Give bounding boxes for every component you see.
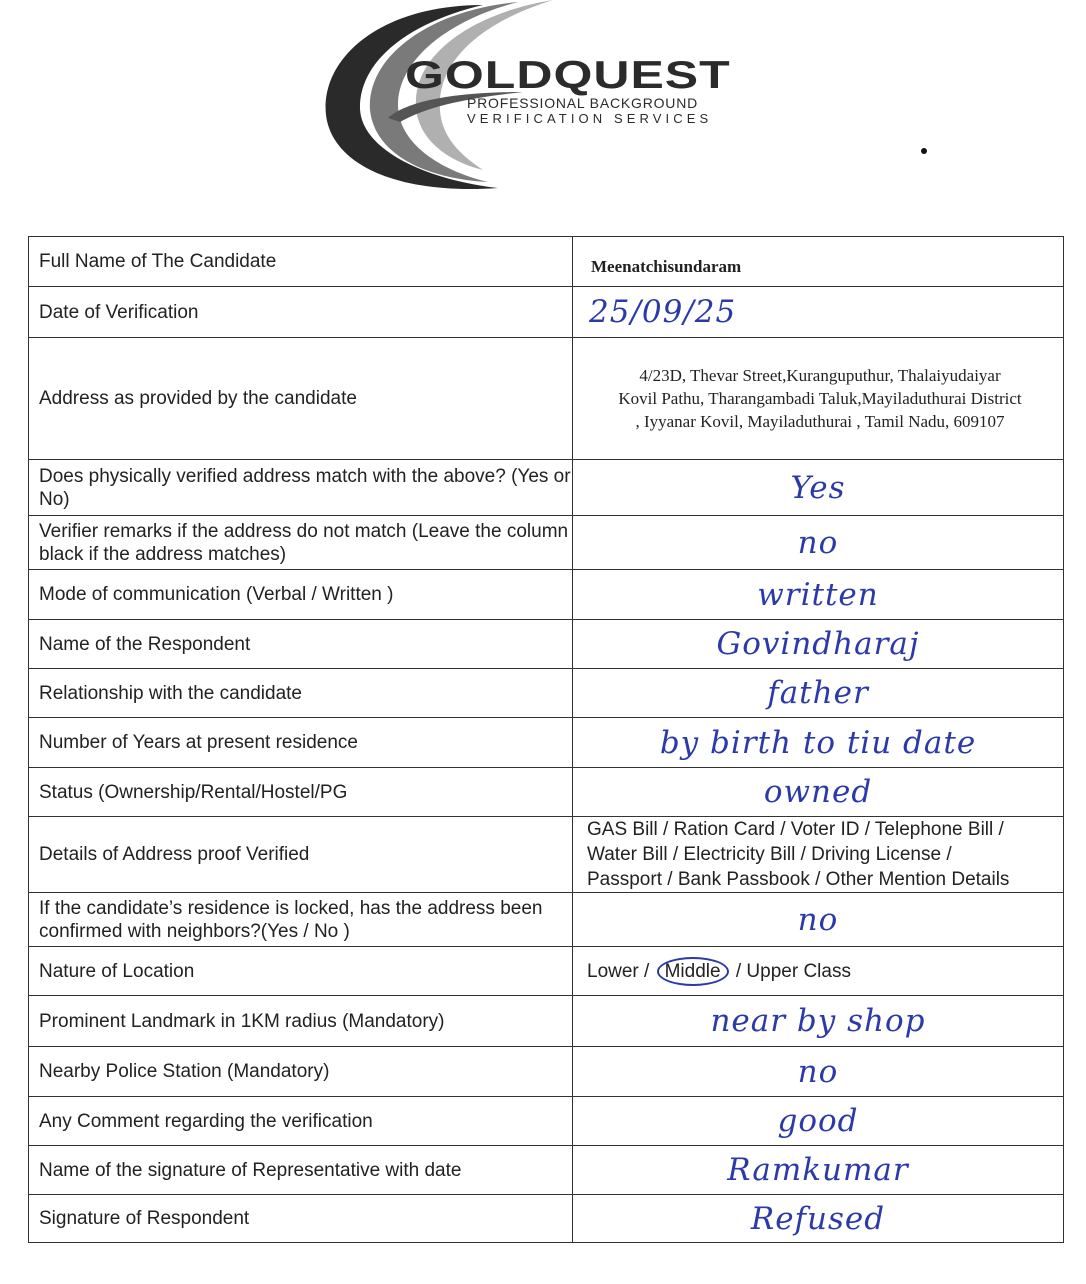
- form-row: [29, 1195, 1064, 1243]
- form-row: [29, 669, 1064, 718]
- row-value: [573, 1195, 1064, 1243]
- row-value: [573, 669, 1064, 718]
- neighbor-confirmation: no: [797, 901, 839, 938]
- form-row: [29, 570, 1064, 620]
- row-value: [573, 768, 1064, 817]
- row-label: Details of Address proof Verified: [29, 817, 573, 893]
- form-row: [29, 516, 1064, 570]
- respondent-name: Govindharaj: [716, 626, 920, 662]
- years-at-residence: by birth to tiu date: [659, 724, 977, 761]
- form-row: [29, 237, 1064, 287]
- row-label: Number of Years at present residence: [29, 718, 573, 768]
- row-value: [573, 817, 1064, 893]
- brand-tagline-1: PROFESSIONAL BACKGROUND: [467, 95, 699, 111]
- brand-tagline-2: VERIFICATION SERVICES: [467, 111, 713, 126]
- row-value: [573, 1146, 1064, 1195]
- form-row: [29, 460, 1064, 516]
- police-station: no: [797, 1053, 839, 1090]
- selected-option-circle: Middle: [657, 957, 729, 986]
- row-label: Mode of communication (Verbal / Written ): [29, 570, 573, 620]
- representative-signature: Ramkumar: [727, 1152, 909, 1188]
- form-row: [29, 947, 1064, 996]
- row-label: Any Comment regarding the verification: [29, 1097, 573, 1146]
- location-class-options: Lower / Middle / Upper Class: [573, 957, 1063, 986]
- form-row: [29, 1097, 1064, 1146]
- row-label: Address as provided by the candidate: [29, 338, 573, 460]
- form-row: [29, 338, 1064, 460]
- row-value: [573, 947, 1064, 996]
- form-row: [29, 620, 1064, 669]
- row-label: Prominent Landmark in 1KM radius (Mandatory): [29, 996, 573, 1047]
- landmark: near by shop: [710, 1003, 926, 1039]
- address-match-answer: Yes: [790, 469, 846, 506]
- row-value: [573, 570, 1064, 620]
- candidate-address: 4/23D, Thevar Street,Kuranguputhur, Thalaiyudaiyar Kovil Pathu, Tharangambadi Taluk,Mayiladuthurai District , Iyyanar Kovil, Mayiladuthurai , Tamil Nadu, 609107: [618, 366, 1022, 431]
- row-value: [573, 237, 1064, 287]
- brand-name: GOLDQUEST: [405, 52, 731, 97]
- brand-wordmark: [405, 52, 775, 132]
- row-value: [573, 338, 1064, 460]
- form-row: [29, 893, 1064, 947]
- residence-status: owned: [763, 774, 873, 810]
- ink-dot: [921, 148, 927, 154]
- row-value: [573, 996, 1064, 1047]
- form-row: [29, 996, 1064, 1047]
- row-value: [573, 287, 1064, 338]
- form-row: [29, 768, 1064, 817]
- address-proof-options: GAS Bill / Ration Card / Voter ID / Telephone Bill / Water Bill / Electricity Bill / Driving License / Passport / Bank Passbook / Other Mention Details: [587, 819, 1010, 890]
- row-label: Name of the Respondent: [29, 620, 573, 669]
- respondent-signature: Refused: [750, 1200, 886, 1237]
- row-value: [573, 893, 1064, 947]
- row-label: Nature of Location: [29, 947, 573, 996]
- relationship: father: [767, 675, 869, 711]
- form-row: [29, 718, 1064, 768]
- row-value: [573, 516, 1064, 570]
- row-label: Does physically verified address match with the above? (Yes or No): [29, 460, 573, 516]
- form-row: [29, 817, 1064, 893]
- row-label: Verifier remarks if the address do not match (Leave the column black if the address matches): [29, 516, 573, 570]
- row-label: Signature of Respondent: [29, 1195, 573, 1243]
- row-label: Name of the signature of Representative with date: [29, 1146, 573, 1195]
- row-label: Full Name of The Candidate: [29, 237, 573, 287]
- row-label: Status (Ownership/Rental/Hostel/PG: [29, 768, 573, 817]
- candidate-name: Meenatchisundaram: [591, 257, 742, 276]
- verification-comment: good: [777, 1103, 859, 1139]
- row-label: Relationship with the candidate: [29, 669, 573, 718]
- row-value: [573, 718, 1064, 768]
- verification-form: [28, 236, 1064, 1243]
- verifier-remarks: no: [797, 524, 839, 561]
- verification-date: 25/09/25: [589, 294, 737, 330]
- communication-mode: written: [757, 576, 879, 613]
- row-value: [573, 620, 1064, 669]
- row-value: [573, 460, 1064, 516]
- form-row: [29, 287, 1064, 338]
- row-value: [573, 1097, 1064, 1146]
- form-row: [29, 1146, 1064, 1195]
- form-row: [29, 1047, 1064, 1097]
- row-label: Date of Verification: [29, 287, 573, 338]
- row-label: If the candidate’s residence is locked, has the address been confirmed with neighbors?(Yes / No ): [29, 893, 573, 947]
- row-label: Nearby Police Station (Mandatory): [29, 1047, 573, 1097]
- row-value: [573, 1047, 1064, 1097]
